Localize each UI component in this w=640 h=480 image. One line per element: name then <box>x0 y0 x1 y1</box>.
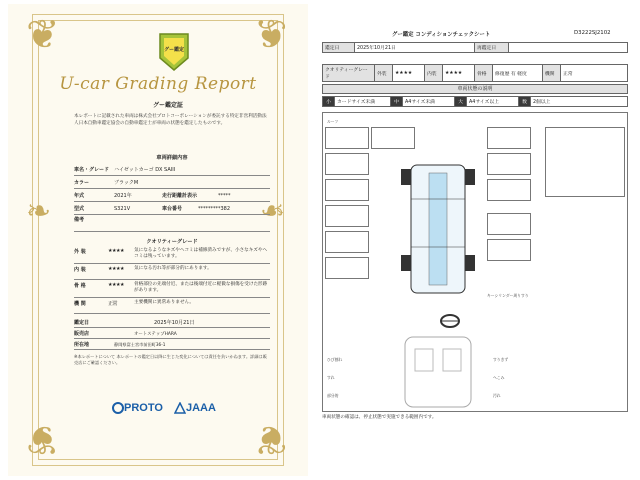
diagram-label: すりきず <box>493 357 509 362</box>
grade-row-exterior <box>74 248 270 264</box>
engine-value: 正常 <box>561 65 628 82</box>
dealer-label: 販売店 <box>74 331 90 337</box>
vehicle-name-label: 車名・グレード <box>74 167 110 173</box>
mileage-value: ***** <box>218 192 231 199</box>
diagram-label: ルーフ <box>327 119 339 124</box>
vehicle-section-title: 車両詳細内容 <box>156 155 188 161</box>
corner-flourish-tr: ❦ <box>254 12 288 58</box>
condition-check-sheet <box>322 30 628 420</box>
corner-flourish-tl: ❦ <box>26 12 60 58</box>
vehicle-model-row <box>74 203 270 215</box>
damage-box <box>325 153 369 175</box>
inspection-date-table <box>322 42 628 53</box>
grading-report-certificate <box>8 4 308 476</box>
exterior-stars: ★★★★ <box>393 65 425 82</box>
damage-box <box>487 153 531 175</box>
inspect-date-label: 鑑定日 <box>323 43 355 53</box>
sheet-footer-note: 車両状態の確認は、停止状態で実施できる範囲内です。 <box>322 415 437 420</box>
vehicle-remarks-label: 備考 <box>74 217 85 223</box>
address-row <box>74 340 270 350</box>
chassis-label: 車台番号 <box>162 206 183 212</box>
jaaa-logo-icon <box>174 402 186 414</box>
grade-row-interior <box>74 266 270 280</box>
vehicle-color-value: ブラックM <box>114 180 139 186</box>
grade-label: 内 装 <box>74 267 86 273</box>
damage-box <box>487 127 531 149</box>
vehicle-model-label: 型式 <box>74 206 85 212</box>
grade-label: 外 装 <box>74 249 86 255</box>
vehicle-year-row <box>74 190 270 202</box>
grade-row-engine <box>74 300 270 314</box>
grade-label: クオリティーグレード <box>323 65 375 82</box>
damage-box <box>325 179 369 201</box>
size-small-desc: カードサイズ未満 <box>335 97 391 107</box>
proto-logo-text: PROTO <box>124 402 163 414</box>
damage-box <box>325 127 369 149</box>
intro-text: 本レポートに記載された車両は株式会社プロトコーポレーションが委託する特定非営利活動法人日本自動車鑑定協会の自動車鑑定士が車両の状態を鑑定したものです。 <box>74 114 267 126</box>
damage-box <box>487 213 531 235</box>
mileage-label: 走行距離計表示 <box>162 193 198 199</box>
corner-flourish-br: ❦ <box>254 416 288 462</box>
badge-text: グー鑑定 <box>163 47 184 53</box>
jaaa-logo-text: JAAA <box>186 402 216 414</box>
state-section-title: 車両状態の説明 <box>322 84 628 94</box>
certificate-title: グー鑑定証 <box>152 102 183 109</box>
size-small: 小 <box>323 97 335 107</box>
damage-box <box>487 239 531 261</box>
grade-stars: ★★★★ <box>108 266 124 272</box>
vehicle-interior-view-icon <box>393 335 483 409</box>
size-mid-desc: A4サイズ未満 <box>403 97 455 107</box>
size-large: 大 <box>455 97 467 107</box>
vehicle-color-label: カラー <box>74 180 90 186</box>
exterior-label: 外装 <box>375 65 393 82</box>
vehicle-model-value: S321V <box>114 205 131 212</box>
damage-box <box>325 231 369 253</box>
diagram-label: キーシリンダー周りすり <box>487 293 529 298</box>
chassis-value: *********382 <box>198 205 231 212</box>
inspect-date-value: 2025年10月21日 <box>355 43 475 53</box>
grade-stars: ★★★★ <box>108 248 124 254</box>
frame-label: 骨格 <box>475 65 493 82</box>
address-value: 静岡県富士宮市前田町36-1 <box>114 341 166 347</box>
steering-wheel-icon <box>439 313 461 329</box>
grade-desc: 気になる汚れ等が部分的にあります。 <box>134 266 212 271</box>
diagram-label: すれ <box>327 375 335 380</box>
address-label: 所在地 <box>74 342 90 348</box>
dealer-row <box>74 329 270 339</box>
recheck-label: 再鑑定日 <box>475 43 509 53</box>
side-flourish-right: ❧ <box>260 194 286 229</box>
grade-stars: ★★★★ <box>108 282 124 288</box>
interior-stars: ★★★★ <box>443 65 475 82</box>
vehicle-year-label: 年式 <box>74 193 85 199</box>
notes-box <box>545 127 625 197</box>
grade-desc: 主要機関に異常ありません。 <box>134 300 194 305</box>
size-mid: 中 <box>391 97 403 107</box>
frame-value: 修復歴 有 軽度 <box>493 65 543 82</box>
inspect-date-value: 2025年10月21日 <box>154 320 195 326</box>
diagram-label: 部分的 <box>327 393 339 398</box>
grade-desc: 気になるようなキズやヘコミは補修済みですが、小さなキズやヘコミは残っています。 <box>134 248 268 259</box>
damage-box <box>325 205 369 227</box>
sheet-title: グー鑑定 コンディションチェックシート <box>392 32 491 38</box>
proto-logo-icon <box>112 402 124 414</box>
inspect-date-label: 鑑定日 <box>74 320 90 326</box>
quality-section-title: クオリティーグレード <box>146 239 198 245</box>
quality-grade-table <box>322 64 628 82</box>
damage-box <box>325 257 369 279</box>
size-large-desc: A4サイズ以上 <box>467 97 519 107</box>
grade-label: 骨 格 <box>74 283 86 289</box>
interior-label: 内装 <box>425 65 443 82</box>
count-label: 数 <box>519 97 531 107</box>
recheck-value <box>509 43 628 53</box>
diagram-label: 汚れ <box>493 393 501 398</box>
count-value: 2個以上 <box>531 97 628 107</box>
damage-size-legend <box>322 96 628 107</box>
side-flourish-left: ❧ <box>26 194 52 229</box>
grade-row-frame <box>74 282 270 298</box>
inspect-date-row <box>74 318 270 328</box>
vehicle-year-value: 2021年 <box>114 193 132 199</box>
damage-box <box>487 179 531 201</box>
sheet-code: D3222SJ2102 <box>574 30 611 36</box>
script-title: U-car Grading Report <box>59 74 257 94</box>
grade-label: 機 関 <box>74 301 86 307</box>
certificate-notes: ※本レポートについて 本レポートの鑑定日以降に生じた変化については責任を負いかねます。詳細は販売店にご確認ください。 <box>74 354 267 365</box>
dealer-value: オートステップHARA <box>134 331 177 337</box>
vehicle-name-value: ハイゼットカーゴ DX SAIII <box>114 167 176 173</box>
vehicle-remarks-row <box>74 216 270 232</box>
diagram-label: ひび割れ <box>327 357 343 362</box>
diagram-label: へこみ <box>493 375 505 380</box>
vehicle-name-row <box>74 164 270 176</box>
vehicle-color-row <box>74 177 270 189</box>
vehicle-top-view-icon <box>393 159 483 299</box>
grade-stars: 正常 <box>108 301 118 307</box>
damage-box <box>371 127 415 149</box>
grade-desc: 骨格部位の先端付近、または後端付近に軽微な損傷を受けた形跡があります。 <box>134 282 268 293</box>
vehicle-diagram-area <box>322 112 628 412</box>
engine-label: 機関 <box>543 65 561 82</box>
corner-flourish-bl: ❦ <box>26 416 60 462</box>
